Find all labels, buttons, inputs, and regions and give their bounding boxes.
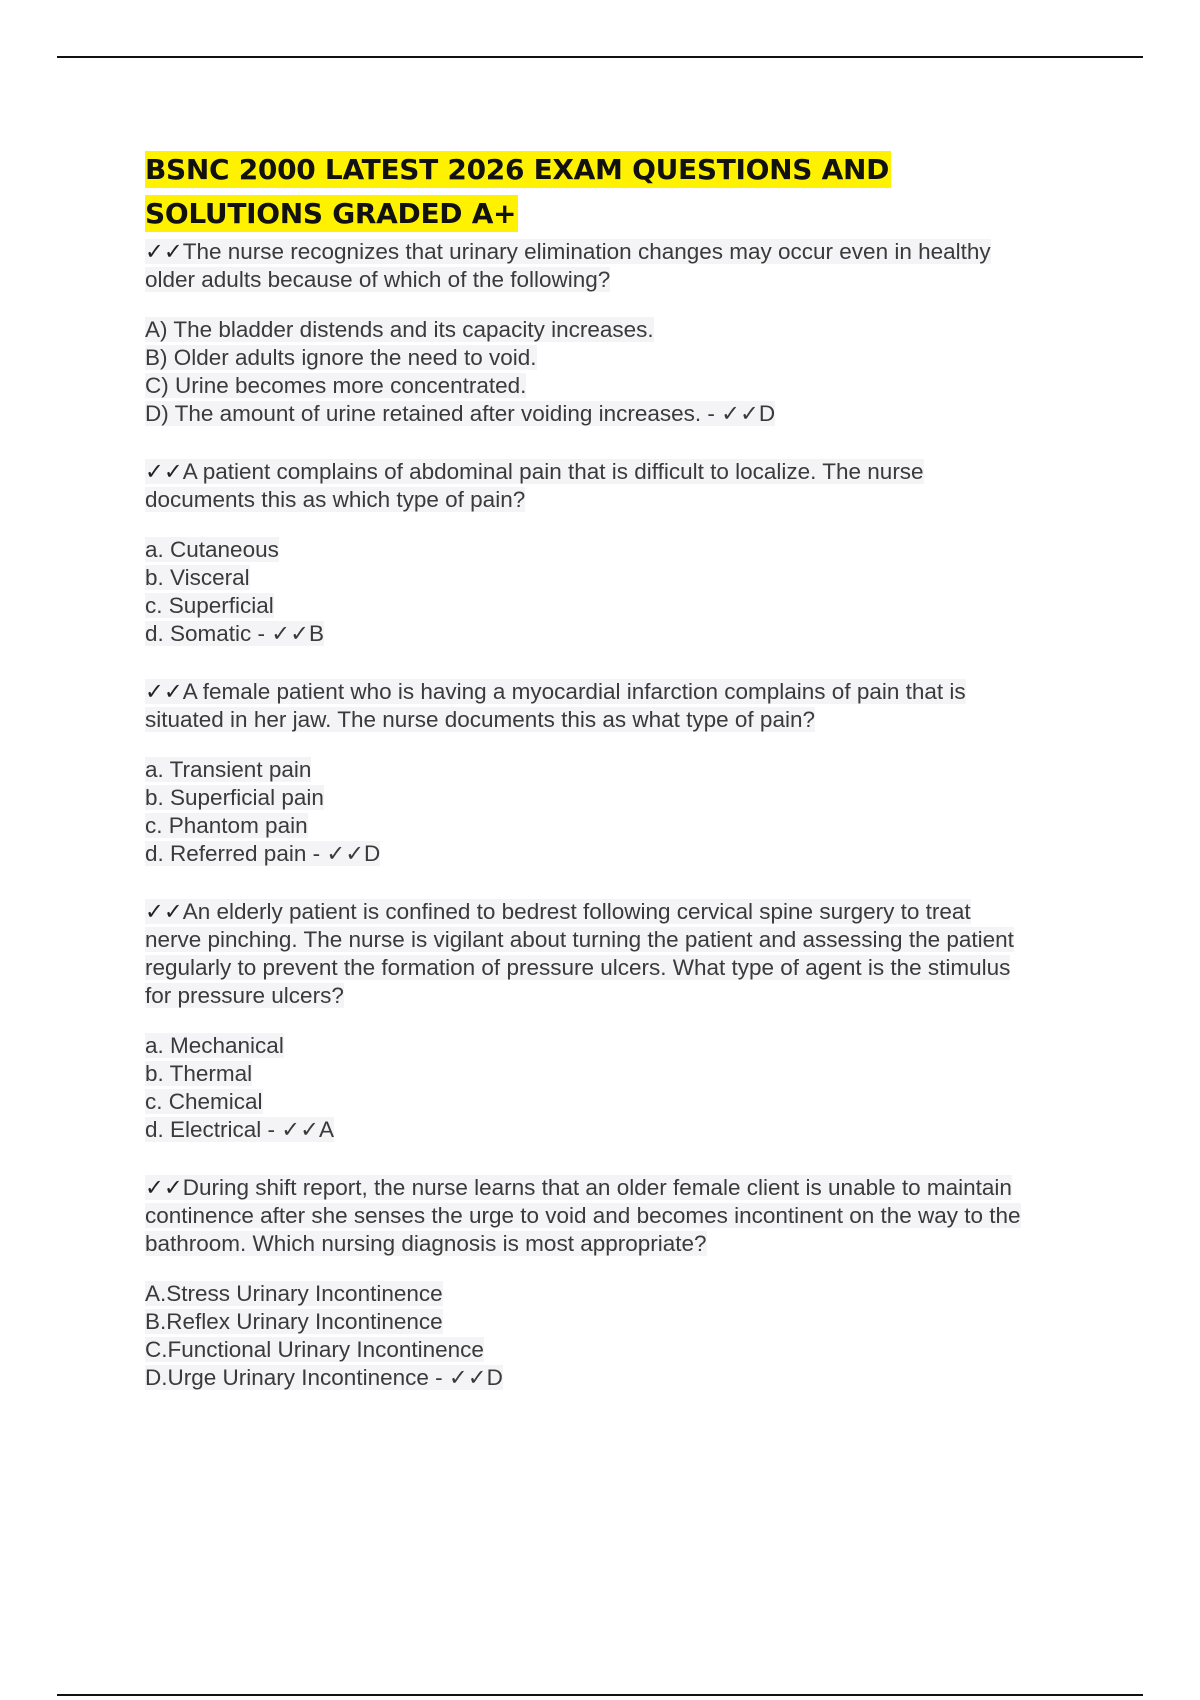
check-mark-icon: ✓✓: [145, 239, 183, 264]
question-5: [145, 1174, 1105, 1392]
answer-option: c. Phantom pain: [145, 813, 308, 838]
document-body: [145, 148, 1105, 1422]
answer-options: [145, 536, 1105, 648]
check-mark-icon: ✓✓: [145, 679, 183, 704]
stem-line: older adults because of which of the following?: [145, 267, 611, 292]
answer-option: a. Cutaneous: [145, 537, 279, 562]
answer-option: b. Superficial pain: [145, 785, 324, 810]
answer-option-with-key: d. Referred pain - ✓✓D: [145, 841, 381, 866]
check-mark-icon: ✓✓: [145, 899, 183, 924]
answer-option: C) Urine becomes more concentrated.: [145, 373, 527, 398]
answer-option: C.Functional Urinary Incontinence: [145, 1337, 484, 1362]
title-line-1: BSNC 2000 LATEST 2026 EXAM QUESTIONS AND: [145, 153, 890, 186]
stem-line: bathroom. Which nursing diagnosis is most appropriate?: [145, 1231, 707, 1256]
answer-options: [145, 316, 1105, 428]
stem-line: An elderly patient is confined to bedrest following cervical spine surgery to treat: [182, 899, 971, 924]
answer-option: A.Stress Urinary Incontinence: [145, 1281, 443, 1306]
answer-option-with-key: D) The amount of urine retained after voiding increases. - ✓✓D: [145, 401, 776, 426]
answer-option-with-key: d. Somatic - ✓✓B: [145, 621, 325, 646]
stem-line: During shift report, the nurse learns that an older female client is unable to maintain: [182, 1175, 1012, 1200]
answer-options: [145, 1280, 1105, 1392]
question-stem: [145, 898, 1105, 1010]
question-stem: [145, 238, 1105, 294]
answer-option: B.Reflex Urinary Incontinence: [145, 1309, 443, 1334]
document-title: [145, 148, 1105, 236]
stem-line: A patient complains of abdominal pain that is difficult to localize. The nurse: [182, 459, 924, 484]
question-3: [145, 678, 1105, 868]
answer-option: a. Transient pain: [145, 757, 312, 782]
stem-line: for pressure ulcers?: [145, 983, 344, 1008]
top-rule: [57, 56, 1143, 58]
answer-option: b. Thermal: [145, 1061, 253, 1086]
answer-option: c. Superficial: [145, 593, 274, 618]
question-stem: [145, 678, 1105, 734]
stem-line: A female patient who is having a myocardial infarction complains of pain that is: [182, 679, 966, 704]
check-mark-icon: ✓✓: [145, 459, 183, 484]
question-stem: [145, 458, 1105, 514]
answer-option: A) The bladder distends and its capacity increases.: [145, 317, 654, 342]
stem-line: continence after she senses the urge to void and becomes incontinent on the way to the: [145, 1203, 1021, 1228]
stem-line: documents this as which type of pain?: [145, 487, 526, 512]
answer-option-with-key: D.Urge Urinary Incontinence - ✓✓D: [145, 1365, 503, 1390]
stem-line: The nurse recognizes that urinary elimination changes may occur even in healthy: [182, 239, 991, 264]
question-1: [145, 238, 1105, 428]
answer-option: c. Chemical: [145, 1089, 263, 1114]
answer-option: b. Visceral: [145, 565, 250, 590]
question-stem: [145, 1174, 1105, 1258]
stem-line: situated in her jaw. The nurse documents this as what type of pain?: [145, 707, 815, 732]
stem-line: regularly to prevent the formation of pressure ulcers. What type of agent is the stimulus: [145, 955, 1011, 980]
question-2: [145, 458, 1105, 648]
check-mark-icon: ✓✓: [145, 1175, 183, 1200]
stem-line: nerve pinching. The nurse is vigilant about turning the patient and assessing the patient: [145, 927, 1014, 952]
answer-option: a. Mechanical: [145, 1033, 284, 1058]
answer-option: B) Older adults ignore the need to void.: [145, 345, 537, 370]
answer-options: [145, 756, 1105, 868]
answer-option-with-key: d. Electrical - ✓✓A: [145, 1117, 334, 1142]
question-4: [145, 898, 1105, 1144]
title-line-2: SOLUTIONS GRADED A+: [145, 197, 517, 230]
bottom-rule: [57, 1694, 1143, 1696]
answer-options: [145, 1032, 1105, 1144]
